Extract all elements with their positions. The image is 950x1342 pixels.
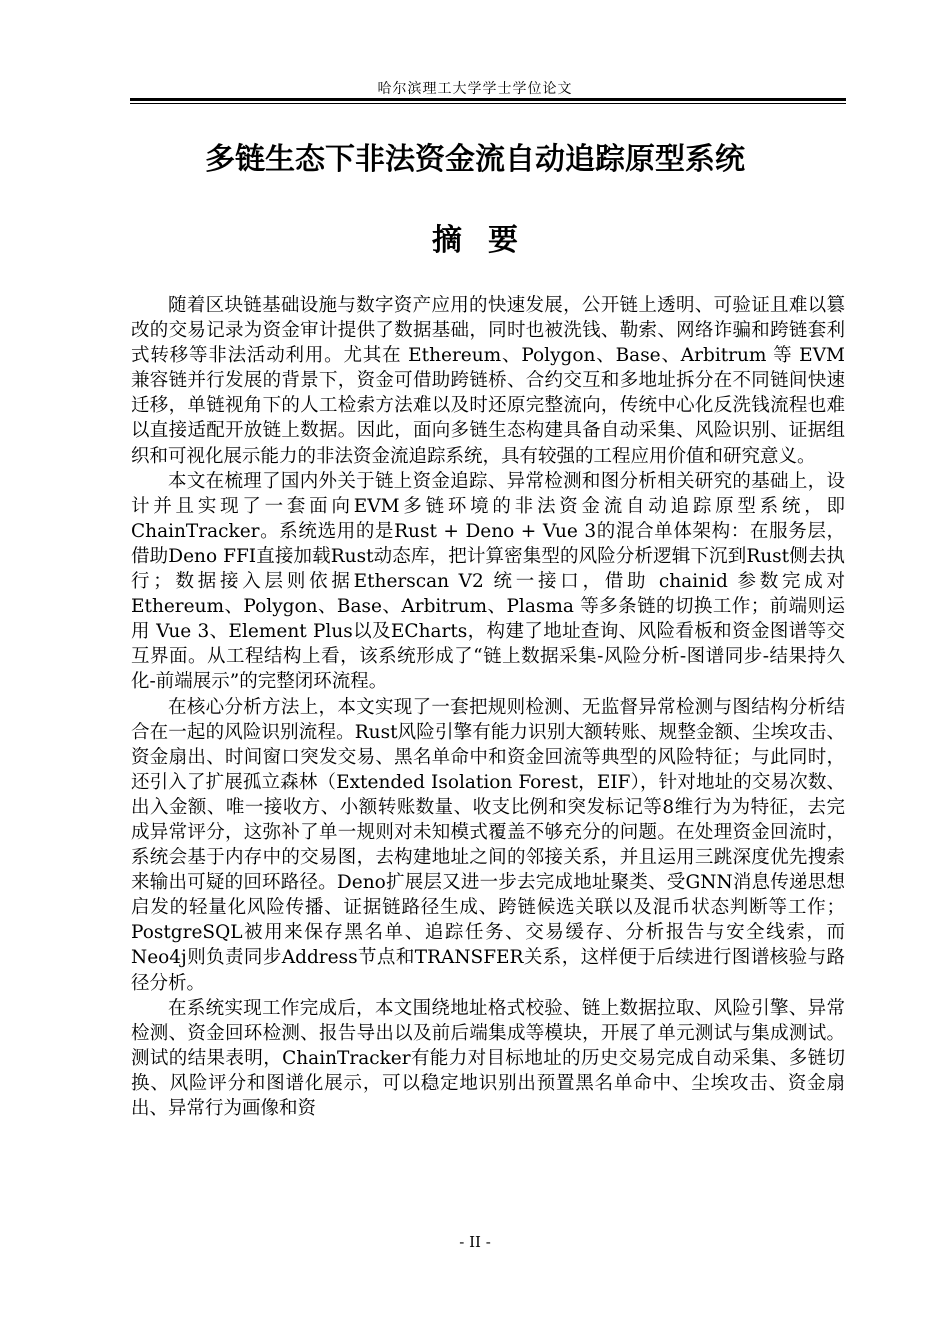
header-rule-thick	[130, 98, 846, 101]
abstract-paragraph: 在核心分析方法上，本文实现了一套把规则检测、无监督异常检测与图结构分析结合在一起的风险识别流程。Rust风险引擎有能力识别大额转账、规整金额、尘埃攻击、资金扇出、时间窗口突发交易、黑名单命中和资金回流等典型的风险特征；与此同时，还引入了扩展孤立森林（Extended Isolation Forest，EIF），针对地址的交易次数、出入金额、唯一接收方、小额转账数量、收支比例和突发标记等8维行为为特征，去完成异常评分，这弥补了单一规则对未知模式覆盖不够充分的问题。在处理资金回流时，系统会基于内存中的交易图，去构建地址之间的邻接关系，并且运用三跳深度优先搜索来输出可疑的回环路径。Deno扩展层又进一步去完成地址聚类、受GNN消息传递思想启发的轻量化风险传播、证据链路径生成、跨链候选关联以及混币状态判断等工作；PostgreSQL被用来保存黑名单、追踪任务、交易缓存、分析报告与安全线索，而Neo4j则负责同步Address节点和TRANSFER关系，这样便于后续进行图谱核验与路径分析。	[131, 696, 845, 994]
abstract-body	[131, 293, 845, 1121]
running-header: 哈尔滨理工大学学士学位论文	[377, 81, 573, 97]
abstract-paragraph: 在系统实现工作完成后，本文围绕地址格式校验、链上数据拉取、风险引擎、异常检测、资金回环检测、报告导出以及前后端集成等模块，开展了单元测试与集成测试。测试的结果表明，ChainTracker有能力对目标地址的历史交易完成自动采集、多链切换、风险评分和图谱化展示，可以稳定地识别出预置黑名单命中、尘埃攻击、资金扇出、异常行为画像和资	[131, 997, 845, 1119]
abstract-heading: 摘要	[432, 223, 544, 258]
header-rule-thin	[130, 103, 846, 104]
abstract-paragraph: 本文在梳理了国内外关于链上资金追踪、异常检测和图分析相关研究的基础上，设计并且实现了一套面向EVM多链环境的非法资金流自动追踪原型系统，即ChainTracker。系统选用的是Rust + Deno + Vue 3的混合单体架构：在服务层，借助Deno FFI直接加载Rust动态库，把计算密集型的风险分析逻辑下沉到Rust侧去执行；数据接入层则依据Etherscan V2 统一接口，借助 chainid 参数完成对 Ethereum、Polygon、Base、Arbitrum、Plasma 等多条链的切换工作；前端则运用 Vue 3、Element Plus以及ECharts，构建了地址查询、风险看板和资金图谱等交互界面。从工程结构上看，该系统形成了“链上数据采集-风险分析-图谱同步-结果持久化-前端展示”的完整闭环流程。	[131, 470, 845, 693]
thesis-title: 多链生态下非法资金流自动追踪原型系统	[205, 142, 745, 177]
abstract-paragraph: 随着区块链基础设施与数字资产应用的快速发展，公开链上透明、可验证且难以篡改的交易记录为资金审计提供了数据基础，同时也被洗钱、勒索、网络诈骗和跨链套利式转移等非法活动利用。尤其在 Ethereum、Polygon、Base、Arbitrum 等 EVM 兼容链并行发展的背景下，资金可借助跨链桥、合约交互和多地址拆分在不同链间快速迁移，单链视角下的人工检索方法难以及时还原完整流向，传统中心化反洗钱流程也难以直接适配开放链上数据。因此，面向多链生态构建具备自动采集、风险识别、证据组织和可视化展示能力的非法资金流追踪系统，具有较强的工程应用价值和研究意义。	[131, 295, 845, 467]
page-number: - II -	[459, 1233, 491, 1251]
